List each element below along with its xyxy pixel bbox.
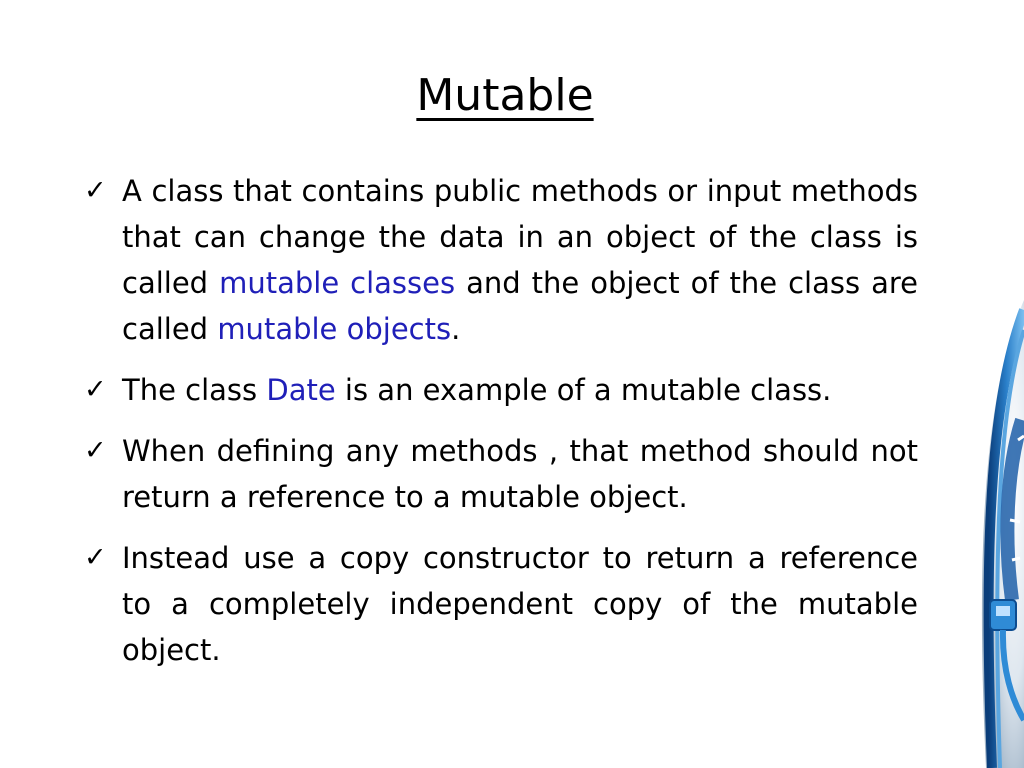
slide-title: Mutable — [416, 70, 594, 121]
bullet-item: ✓ Instead use a copy constructor to return a reference to a completely independent copy of the mutable object. — [84, 535, 918, 673]
highlight-term: mutable classes — [219, 266, 456, 300]
checkmark-icon: ✓ — [84, 542, 107, 573]
checkmark-icon: ✓ — [84, 175, 107, 206]
checkmark-icon: ✓ — [84, 435, 107, 466]
highlight-term: Date — [266, 373, 336, 407]
bullet-item: ✓ When defining any methods , that method should not return a reference to a mutable object. — [84, 428, 918, 520]
bullet-list — [84, 168, 918, 688]
highlight-term: mutable objects — [217, 312, 452, 346]
bullet-item: ✓ The class Date is an example of a mutable class. — [84, 367, 918, 413]
globe-network-decoration — [894, 0, 1024, 768]
checkmark-icon: ✓ — [84, 374, 107, 405]
bullet-item: ✓ A class that contains public methods or input methods that can change the data in an object of the class is called mutable classes and the object of the class are called mutable objects. — [84, 168, 918, 352]
